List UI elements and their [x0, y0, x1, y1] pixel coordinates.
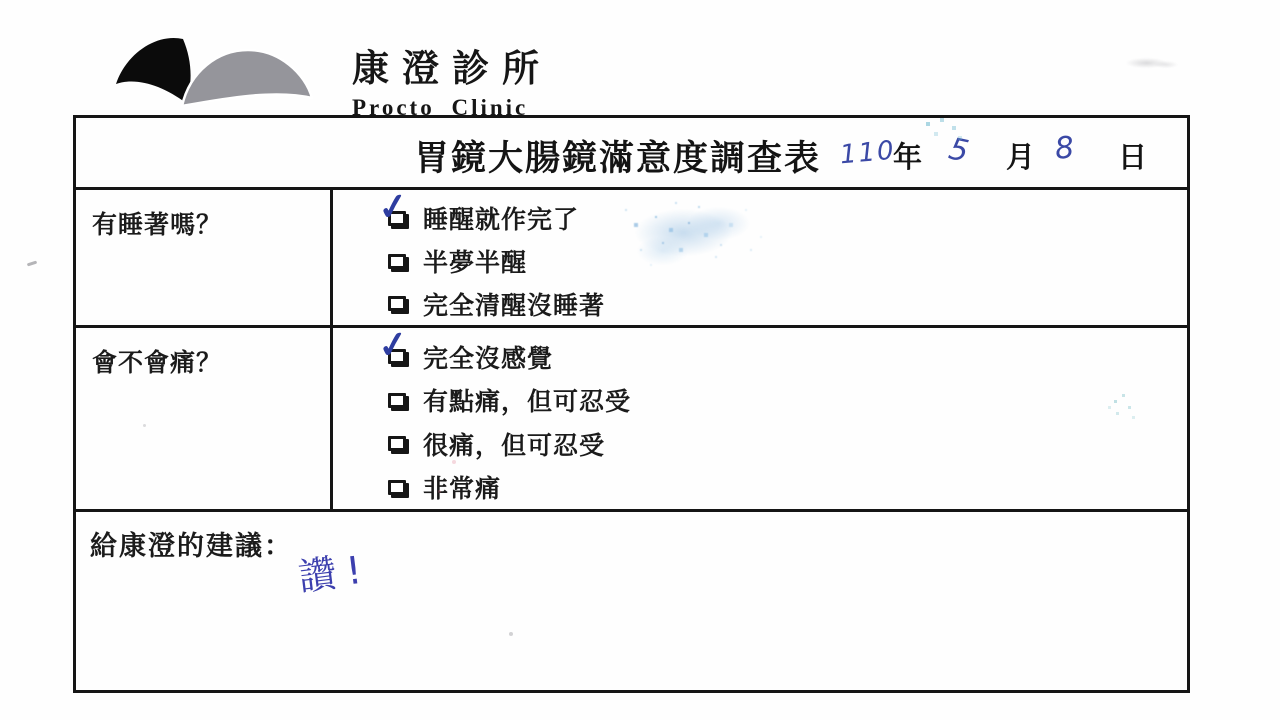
question-label-pain: 會不會痛？: [76, 328, 333, 509]
option-label: 半夢半醒: [423, 249, 528, 277]
day-label: 日: [1118, 142, 1148, 174]
checkbox-square-icon: [388, 393, 406, 408]
option-label: 很痛，但可忍受: [423, 431, 606, 460]
checkbox-checked[interactable]: [375, 183, 411, 229]
logo-right-cap: [182, 50, 312, 106]
question-row-pain: [76, 322, 1187, 512]
clinic-name-zh: 康澄診所: [352, 49, 552, 90]
option-pain-2[interactable]: [388, 422, 1187, 466]
clinic-name-block: [352, 38, 552, 121]
handwritten-check-icon: ✓: [375, 183, 411, 229]
checkbox-unchecked[interactable]: [388, 480, 406, 495]
handwritten-day: 8: [1053, 130, 1076, 167]
ink-smudge: [610, 194, 785, 286]
checkbox-square-icon: [388, 296, 406, 311]
scan-dot: [452, 460, 456, 464]
question-label-sleep: 有睡著嗎？: [76, 190, 333, 325]
checkbox-unchecked[interactable]: [388, 254, 406, 269]
option-pain-3[interactable]: [388, 466, 1187, 510]
suggestion-label: 給康澄的建議：: [90, 531, 293, 561]
option-label: 有點痛，但可忍受: [423, 388, 632, 417]
scan-smudge-topright: [1124, 55, 1180, 71]
ink-speckles: [610, 194, 612, 196]
year-label: 年: [893, 142, 923, 174]
option-sleep-1[interactable]: [388, 240, 1187, 283]
checkbox-checked[interactable]: [375, 322, 411, 368]
clinic-name-en: Procto Clinic: [352, 95, 529, 120]
pen-mark-left: [27, 261, 37, 267]
suggestion-row: [76, 512, 1187, 687]
handwritten-month: 5: [945, 131, 972, 170]
scan-dot: [438, 490, 441, 493]
option-label: 完全清醒沒睡著: [423, 291, 606, 320]
checkbox-square-icon: [388, 211, 406, 226]
option-sleep-0[interactable]: [375, 183, 1187, 240]
logo-left-cap: [116, 38, 191, 103]
option-pain-0[interactable]: [375, 322, 1187, 379]
option-sleep-2[interactable]: [388, 282, 1187, 325]
month-label: 月: [1006, 142, 1036, 174]
option-label: 睡醒就作完了: [423, 206, 580, 235]
checkbox-unchecked[interactable]: [388, 296, 406, 311]
two-dome-logo-icon: [106, 28, 320, 114]
handwritten-suggestion: 讚!: [296, 546, 375, 600]
clinic-logo: [106, 28, 320, 114]
handwritten-year: 110: [838, 135, 897, 171]
checkbox-unchecked[interactable]: [388, 393, 406, 408]
option-label: 完全沒感覺: [423, 344, 554, 373]
form-title: 胃鏡大腸鏡滿意度調查表: [414, 139, 822, 178]
answers-pain: [333, 322, 1187, 509]
ink-speckles-date: [922, 116, 926, 120]
scan-dot: [143, 424, 146, 427]
ink-speckles-right: [1108, 392, 1111, 395]
handwritten-check-icon: ✓: [375, 322, 411, 368]
option-pain-1[interactable]: [388, 379, 1187, 423]
checkbox-square-icon: [388, 349, 406, 364]
checkbox-square-icon: [388, 436, 406, 451]
checkbox-unchecked[interactable]: [388, 436, 406, 451]
checkbox-square-icon: [388, 254, 406, 269]
form-title-row: [76, 118, 1187, 190]
scan-dot: [509, 632, 513, 636]
checkbox-square-icon: [388, 480, 406, 495]
option-label: 非常痛: [423, 475, 502, 504]
